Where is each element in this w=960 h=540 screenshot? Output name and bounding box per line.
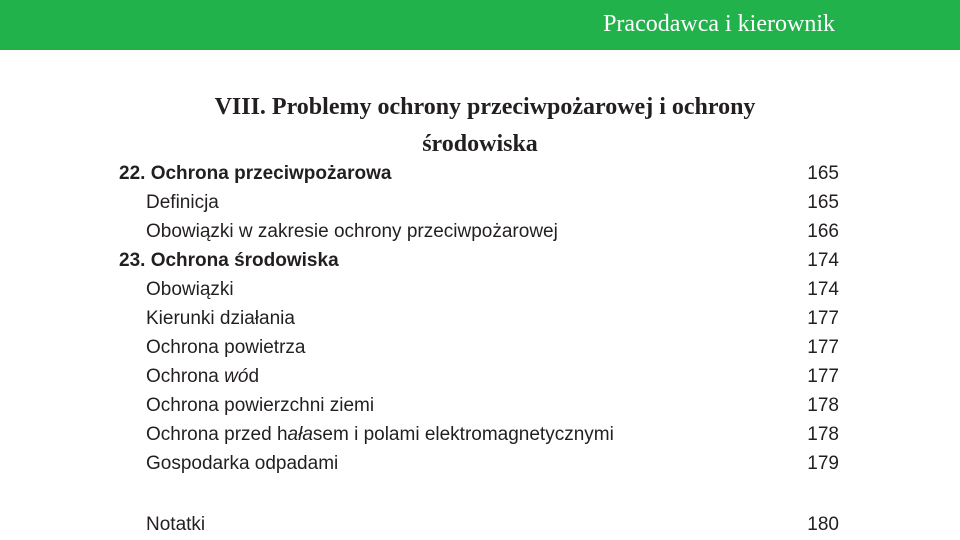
- toc-entry-page: 178: [807, 424, 839, 445]
- toc-entry-obowiazki-ppoz[interactable]: [0, 221, 960, 247]
- toc-entry-definicja[interactable]: [0, 192, 960, 218]
- toc-label-italic: wó: [224, 366, 249, 387]
- toc-label-suffix: sem i polami elektromagnetycznymi: [312, 424, 614, 445]
- toc-entry-page: 180: [807, 514, 839, 535]
- toc-label-prefix: Ochrona przed h: [146, 424, 288, 445]
- header-bar: [0, 0, 960, 50]
- toc-entry-page: 166: [807, 221, 839, 242]
- toc-entry-page: 174: [807, 279, 839, 300]
- toc-entry-page: 174: [807, 250, 839, 271]
- toc-entry-label: [146, 424, 614, 446]
- toc-label-italic: ała: [287, 424, 313, 445]
- toc-entry-wod[interactable]: [0, 366, 960, 392]
- toc-entry-label: Ochrona powietrza: [146, 337, 306, 358]
- toc-entry-label: Kierunki działania: [146, 308, 295, 329]
- toc-entry-powietrze[interactable]: [0, 337, 960, 363]
- toc-entry-label: Obowiązki: [146, 279, 234, 300]
- toc-entry-label: Ochrona powierzchni ziemi: [146, 395, 375, 416]
- toc-entry-label: Gospodarka odpadami: [146, 453, 339, 474]
- toc-entry-page: 177: [807, 366, 839, 387]
- toc-entry-notatki[interactable]: [0, 514, 960, 540]
- toc-entry-halas[interactable]: [0, 424, 960, 450]
- toc-entry-page: 177: [807, 337, 839, 358]
- toc-entry-page: 177: [807, 308, 839, 329]
- toc-entry-odpady[interactable]: [0, 453, 960, 479]
- toc-entry-obowiazki[interactable]: [0, 279, 960, 305]
- toc-entry-label: Obowiązki w zakresie ochrony przeciwpożarowej: [146, 221, 558, 242]
- toc-label-suffix: d: [248, 366, 260, 387]
- toc-entry-chapter-23[interactable]: [0, 250, 960, 276]
- toc-entry-page: 165: [807, 163, 839, 184]
- toc-entry-page: 178: [807, 395, 839, 416]
- toc-entry-kierunki[interactable]: [0, 308, 960, 334]
- section-heading-line-1: VIII. Problemy ochrony przeciwpożarowej i ochrony: [214, 94, 756, 120]
- toc-entry-label: Notatki: [146, 514, 206, 535]
- toc-entry-ziemi[interactable]: [0, 395, 960, 421]
- toc-entry-page: 165: [807, 192, 839, 213]
- toc-entry-label: Definicja: [146, 192, 219, 213]
- toc-entry-chapter-22[interactable]: [0, 163, 960, 189]
- toc-entry-label: 22. Ochrona przeciwpożarowa: [119, 163, 392, 184]
- toc-label-prefix: Ochrona: [146, 366, 225, 387]
- section-heading-line-2: środowiska: [422, 131, 538, 157]
- toc-entry-page: 179: [807, 453, 839, 474]
- toc-entry-label: [146, 366, 259, 388]
- header-title: Pracodawca i kierownik: [603, 11, 835, 37]
- toc-entry-label: 23. Ochrona środowiska: [119, 250, 339, 271]
